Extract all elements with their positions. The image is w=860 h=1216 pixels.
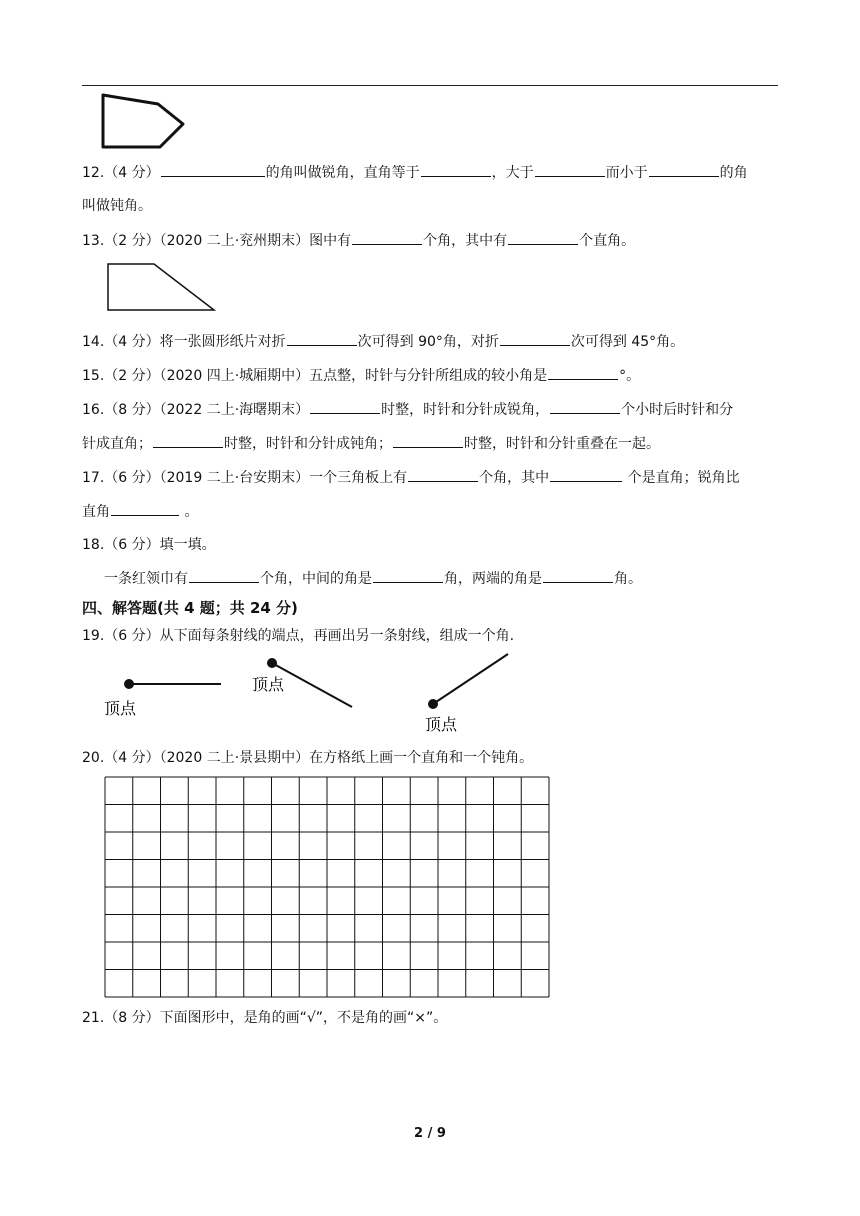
square-grid[interactable] [104,776,550,998]
page-number: 2 / 9 [414,1126,446,1141]
question-12-text: 而小于 [605,165,648,181]
question-18-text: 18.（6 分）填一填。 [82,537,216,553]
ray-ascending [425,654,508,734]
question-12-text: 的角叫做锐角，直角等于 [265,165,420,181]
question-12-label: 12.（4 分） [82,165,160,181]
vertex-label: 顶点 [104,699,137,718]
question-13-text: 个角，其中有 [423,233,508,249]
question-19: 19.（6 分）从下面每条射线的端点，再画出另一条射线，组成一个角. [82,628,515,644]
vertex-label: 顶点 [252,675,285,694]
ray-horizontal [104,679,221,718]
question-17-text: 个角，其中 [479,470,550,486]
question-16-text: 针成直角； [82,436,152,452]
question-20: 20.（4 分）（2020 二上·景县期中）在方格纸上画一个直角和一个钝角。 [82,750,534,766]
question-13-text: 个直角。 [579,233,636,249]
vertex-label: 顶点 [425,715,458,734]
question-17-text: 直角 [82,504,110,520]
question-18-text: 角。 [614,571,642,587]
question-16-text: 个小时后时针和分 [621,402,734,418]
question-14-text: 次可得到 90°角，对折 [357,334,499,350]
question-16-text: 时整，时针和分针成锐角， [381,402,550,418]
question-16-text: 时整，时针和分针重叠在一起。 [464,436,660,452]
question-17-text: 个是直角；锐角比 [623,470,740,486]
question-18-text: 个角，中间的角是 [260,571,372,587]
question-13-text: 13.（2 分）（2020 二上·兖州期末）图中有 [82,233,352,249]
section-heading: 四、解答题(共 4 题；共 24 分) [82,599,298,617]
ray-descending [252,658,352,707]
question-12-text: 叫做钝角。 [82,198,152,214]
question-21: 21.（8 分）下面图形中，是角的画“√”，不是角的画“×”。 [82,1010,448,1026]
question-16-text: 16.（8 分）（2022 二上·海曙期末） [82,402,310,418]
question-17-text: 17.（6 分）（2019 二上·台安期末）一个三角板上有 [82,470,408,486]
question-14-text: 14.（4 分）将一张圆形纸片对折 [82,334,286,350]
question-12-text: 的角 [719,165,748,181]
question-12-text: ，大于 [491,165,534,181]
question-15-text: 15.（2 分）（2020 四上·城厢期中）五点整，时针与分针所组成的较小角是 [82,368,548,384]
question-18-text: 一条红领巾有 [104,571,188,587]
question-15-text: °。 [619,368,641,384]
question-17-text: 。 [180,504,199,520]
question-18-text: 角，两端的角是 [444,571,542,587]
question-14-text: 次可得到 45°角。 [570,334,685,350]
question-16-text: 时整，时针和分针成钝角； [224,436,392,452]
